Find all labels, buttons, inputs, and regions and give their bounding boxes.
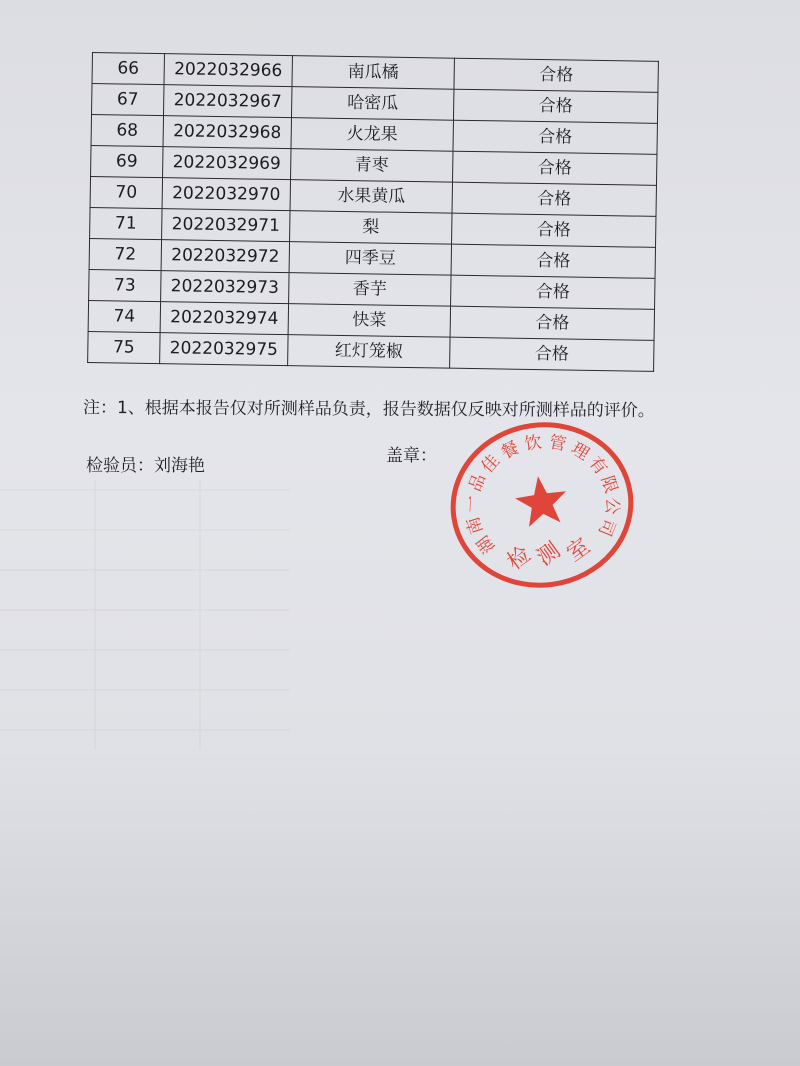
row-code: 2022032968 bbox=[163, 116, 291, 149]
row-seq: 66 bbox=[92, 53, 164, 85]
row-name: 四季豆 bbox=[289, 242, 451, 276]
row-seq: 70 bbox=[90, 176, 162, 208]
seal-org-char: 南 bbox=[463, 514, 488, 537]
seal-org-char: 有 bbox=[584, 453, 611, 479]
inspector-signature: 检验员：刘海艳 bbox=[86, 456, 205, 476]
row-result: 合格 bbox=[453, 89, 657, 123]
seal-label: 盖章： bbox=[386, 446, 437, 466]
results-table bbox=[87, 52, 659, 372]
row-code: 2022032973 bbox=[161, 271, 289, 304]
row-code: 2022032966 bbox=[164, 54, 292, 87]
row-result: 合格 bbox=[451, 244, 655, 278]
seal-org-char: 理 bbox=[567, 438, 593, 465]
row-result: 合格 bbox=[454, 58, 658, 92]
row-result: 合格 bbox=[453, 120, 657, 154]
row-seq: 69 bbox=[91, 145, 163, 177]
seal-org-char: 饮 bbox=[523, 432, 544, 455]
seal-dept-text bbox=[502, 532, 597, 577]
seal-org-char: 餐 bbox=[498, 437, 523, 464]
seal-dept-char: 室 bbox=[562, 533, 595, 567]
seal-org-char: 司 bbox=[593, 515, 619, 539]
row-name: 红灯笼椒 bbox=[288, 335, 450, 369]
seal-org-char: 管 bbox=[547, 432, 568, 456]
row-name: 哈密瓜 bbox=[291, 87, 453, 121]
row-seq: 74 bbox=[88, 300, 160, 332]
row-seq: 75 bbox=[88, 331, 160, 363]
seal-stamp-group bbox=[448, 420, 636, 590]
row-code: 2022032969 bbox=[163, 147, 291, 180]
row-result: 合格 bbox=[452, 182, 656, 216]
seal-org-char: 湖 bbox=[473, 531, 500, 557]
row-result: 合格 bbox=[452, 213, 656, 247]
row-result: 合格 bbox=[452, 151, 656, 185]
row-code: 2022032974 bbox=[160, 302, 288, 335]
row-result: 合格 bbox=[450, 306, 654, 340]
seal-org-char: 佳 bbox=[477, 451, 504, 478]
row-code: 2022032970 bbox=[162, 178, 290, 211]
row-code: 2022032975 bbox=[160, 333, 288, 366]
row-name: 香芋 bbox=[289, 273, 451, 307]
row-name: 南瓜橘 bbox=[292, 56, 454, 90]
seal-star-icon bbox=[513, 473, 571, 528]
row-result: 合格 bbox=[451, 275, 655, 309]
seal-dept-char: 测 bbox=[532, 537, 566, 572]
row-seq: 67 bbox=[92, 84, 164, 116]
row-seq: 68 bbox=[91, 115, 163, 147]
row-name: 水果黄瓜 bbox=[290, 180, 452, 214]
faded-show-through-table bbox=[0, 470, 300, 770]
row-name: 快菜 bbox=[288, 304, 450, 338]
row-code: 2022032972 bbox=[161, 240, 289, 273]
seal-org-char: 限 bbox=[596, 473, 621, 496]
seal-org-char: 一 bbox=[461, 495, 483, 513]
seal-org-char: 品 bbox=[465, 471, 491, 495]
row-name: 火龙果 bbox=[291, 118, 453, 152]
seal-dept-char: 检 bbox=[502, 542, 536, 576]
row-code: 2022032967 bbox=[164, 85, 292, 118]
seal-org-char: 公 bbox=[601, 497, 623, 515]
row-result: 合格 bbox=[450, 337, 654, 371]
row-name: 青枣 bbox=[291, 149, 453, 183]
row-seq: 73 bbox=[89, 269, 161, 301]
row-seq: 71 bbox=[90, 207, 162, 239]
row-name: 梨 bbox=[290, 211, 452, 245]
report-note: 注：1、根据本报告仅对所测样品负责，报告数据仅反映对所测样品的评价。 bbox=[82, 398, 655, 421]
row-code: 2022032971 bbox=[162, 209, 290, 242]
official-seal-stamp bbox=[448, 420, 636, 590]
row-seq: 72 bbox=[89, 238, 161, 270]
